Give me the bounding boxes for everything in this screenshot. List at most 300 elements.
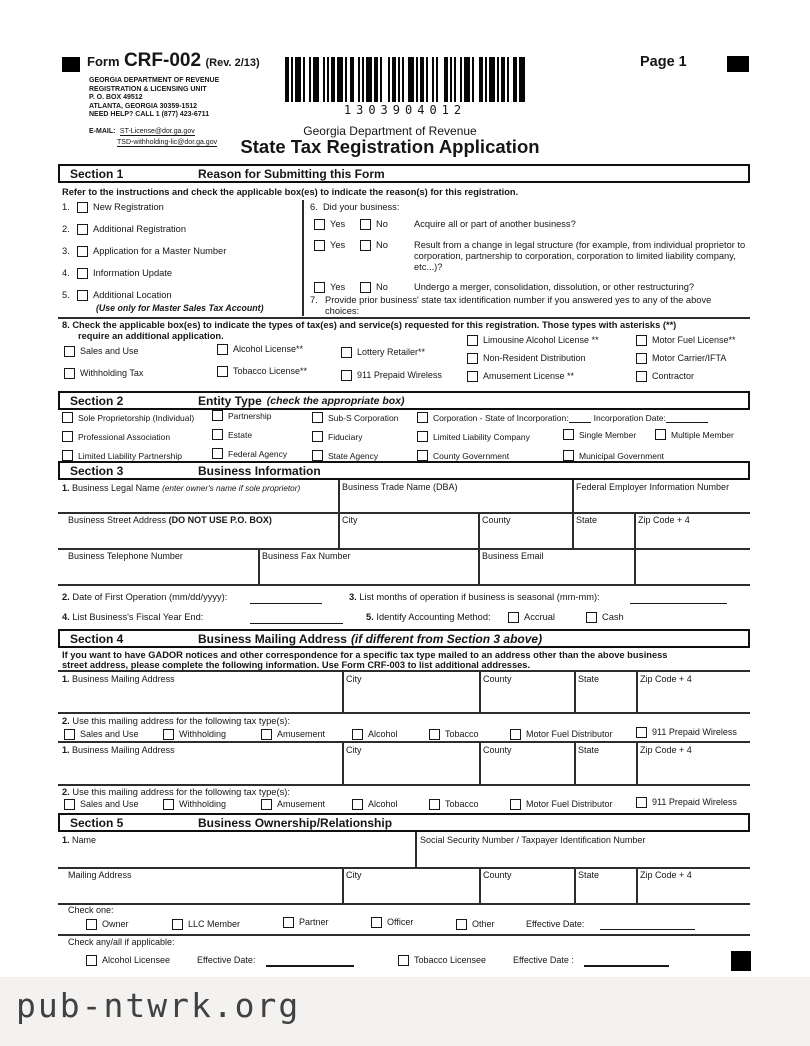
city-field[interactable]: City [346,745,362,755]
entity-county-government[interactable] [417,450,509,461]
zip-field[interactable]: Zip Code + 4 [640,674,692,684]
checkbox[interactable] [341,347,352,358]
dept-line: NEED HELP? CALL 1 (877) 423-6711 [89,111,210,119]
checkbox[interactable] [467,335,478,346]
dept-line: P. O. BOX 49512 [89,94,143,102]
mail-tax-tobacco[interactable] [429,729,479,740]
divider [58,317,750,319]
zip-field[interactable]: Zip Code + 4 [640,745,692,755]
checkbox[interactable] [655,429,666,440]
registration-mark-bottom [731,951,751,971]
form-word: Form [87,54,120,69]
table-line [574,867,576,903]
seasonal-months-label [349,592,600,603]
question8-line1: 8. Check the applicable box(es) to indicate the types of tax(es) and service(s) requested for this registration. Those types with asterisks (**) [62,320,677,330]
tax-type-label: Sales and Use [80,799,139,809]
field-label: Name [72,835,97,845]
agency-address-block [89,77,219,120]
county-field[interactable]: County [483,674,512,684]
table-line [342,867,344,903]
table-line [636,867,638,903]
entity-label: Limited Liability Partnership [78,450,182,461]
item-number: 5. [366,612,374,622]
checkbox[interactable] [563,450,574,461]
checkbox[interactable] [352,799,363,810]
checkbox[interactable] [417,431,428,442]
tax-type-motor-carrier-ifta[interactable] [636,353,726,364]
mail-tax-tobacco[interactable] [429,799,479,810]
checkbox[interactable] [636,797,647,808]
table-line [574,670,576,712]
dept-line: GEORGIA DEPARTMENT OF REVENUE [89,77,220,84]
section2-title: Entity Type [198,393,262,408]
incorporation-date-field[interactable] [666,413,708,423]
section4-title-note: (if different from Section 3 above) [350,631,543,646]
item-number: 2. [62,592,70,602]
checkbox[interactable] [636,335,647,346]
tax-type-label: Amusement [277,729,326,739]
section5-header [58,813,750,832]
tobacco-effective-date-field[interactable] [584,964,669,967]
mail-tax-withholding[interactable] [163,729,226,740]
accounting-method-label [366,612,491,623]
section5-title: Business Ownership/Relationship [198,815,393,830]
section3-header [58,461,750,480]
checkbox[interactable] [312,431,323,442]
reason-label: Additional Location [93,290,172,300]
checkbox[interactable] [341,370,352,381]
table-line [58,903,750,905]
checkbox[interactable] [86,919,97,930]
checkbox[interactable] [467,353,478,364]
question8-line2: require an additional application. [78,331,224,341]
yes-label: Yes [330,240,346,250]
business-email-field[interactable]: Business Email [482,551,544,561]
yes-checkbox[interactable] [314,282,325,293]
checkbox[interactable] [467,371,478,382]
question7-number: 7. [310,295,318,305]
entity-corporation[interactable] [417,412,708,423]
reason-additional-location-note: (Use only for Master Sales Tax Account) [96,303,264,313]
fein-field[interactable]: Federal Employer Information Number [576,482,730,492]
mail-tax-amusement[interactable] [261,729,325,740]
email-label: E-MAIL: [89,128,116,135]
reason-additional-location[interactable] [62,290,172,301]
tax-type-label: 911 Prepaid Wireless [357,370,442,380]
table-line [572,480,574,548]
tax-type-label: Tobacco License** [233,366,308,376]
role-officer[interactable] [371,917,413,928]
question6-item-text: Acquire all or part of another business? [414,219,576,229]
role-label: Partner [299,917,329,927]
entity-multiple-member[interactable] [655,429,734,440]
city-field[interactable]: City [342,515,358,525]
checkbox[interactable] [312,412,323,423]
form-revision: (Rev. 2/13) [205,57,260,69]
business-trade-name-field[interactable]: Business Trade Name (DBA) [342,482,458,492]
checkbox[interactable] [417,450,428,461]
form-number: CRF-002 [123,50,202,71]
county-field[interactable]: County [482,515,511,525]
question7-text: Provide prior business' state tax identification number if you answered yes to any of the above choices: [325,295,712,316]
owner-name-field[interactable] [62,835,96,846]
entity-label: Single Member [579,429,637,440]
checkbox[interactable] [636,353,647,364]
accrual-label: Accrual [524,612,556,622]
item-number: 3. [349,592,357,602]
question6-row-acquire [314,219,746,230]
item-text: List Business's Fiscal Year End: [72,612,204,622]
section2-header [58,391,750,410]
entity-label: Federal Agency [228,448,288,459]
tax-type-lottery-retailer[interactable] [341,347,425,358]
field-label: Business Mailing Address [72,674,175,684]
tax-type-label: Alcohol [368,799,398,809]
question6-row-legal-structure [314,240,746,273]
section4-header [58,629,750,648]
entity-limited-liability-company[interactable] [417,431,530,442]
question6-item-text: Result from a change in legal structure (for example, from individual proprietor to corporation, partnership to corporation, corporation to limited liability company, etc...)? [414,240,746,272]
date-first-operation-label [62,592,227,603]
county-field[interactable]: County [483,870,512,880]
form-title: State Tax Registration Application [240,136,540,157]
checkbox[interactable] [62,450,73,461]
alcohol-licensee[interactable] [86,955,170,966]
field-number: 1. [62,674,70,684]
mail-tax-911-prepaid-wireless[interactable] [636,797,737,808]
entity-label: Multiple Member [671,429,734,440]
tax-type-label: Withholding [179,799,227,809]
entity-state-agency[interactable] [312,450,378,461]
fiscal-year-end-field[interactable] [250,622,343,624]
checkbox[interactable] [212,429,223,440]
checkbox[interactable] [212,410,223,421]
field-number: 1. [62,835,70,845]
yes-label: Yes [330,219,346,229]
tobacco-licensee[interactable] [398,955,486,966]
question6-text: Did your business: [322,202,400,212]
no-checkbox[interactable] [360,240,371,251]
checkbox[interactable] [77,246,88,257]
checkbox[interactable] [371,917,382,928]
tax-type-contractor[interactable] [636,371,694,382]
entity-label: Estate [228,429,253,440]
tax-type-label: Tobacco [445,799,479,809]
checkbox[interactable] [77,290,88,301]
reason-number: 1. [62,202,70,212]
table-line [479,741,481,784]
reason-number: 3. [62,246,70,256]
entity-federal-agency[interactable] [212,448,287,459]
section5-label: Section 5 [70,815,124,830]
entity-partnership[interactable] [212,410,271,421]
role-label: Officer [387,917,414,927]
dept-line: REGISTRATION & LICENSING UNIT [89,85,207,93]
checkbox[interactable] [312,450,323,461]
checkbox[interactable] [64,368,75,379]
business-phone-field[interactable]: Business Telephone Number [68,551,183,561]
table-line [634,512,636,584]
entity-label: Fiduciary [328,431,363,442]
tax-type-tobacco-license[interactable] [217,366,307,377]
checkbox[interactable] [429,799,440,810]
role-label: Other [472,919,495,929]
role-effective-date-field[interactable] [600,928,695,930]
watermark-text: pub-ntwrk.org [16,986,301,1025]
tax-type-label: Alcohol License** [233,344,304,354]
date-first-operation-field[interactable] [250,602,322,604]
entity-label: Sub-S Corporation [328,412,399,423]
section1-column-divider [302,200,304,316]
reason-information-update[interactable] [62,268,172,279]
field-note: (enter owner's name if sole proprietor) [162,484,301,493]
reason-label: Additional Registration [93,224,187,234]
tax-type-label: Non-Resident Distribution [483,353,586,363]
table-line [58,670,750,672]
mail-tax-alcohol[interactable] [352,799,398,810]
tax-type-withholding-tax[interactable] [64,368,143,379]
reason-number: 5. [62,290,70,300]
checkbox[interactable] [283,917,294,928]
checkbox[interactable] [62,412,73,423]
checkbox[interactable] [563,429,574,440]
page-number-label: Page 1 [640,54,687,70]
cash-label: Cash [602,612,624,622]
form-id-line [87,50,260,72]
mail-tax-withholding[interactable] [163,799,226,810]
city-field[interactable]: City [346,674,362,684]
checkbox[interactable] [429,729,440,740]
item-text: Use this mailing address for the following tax type(s): [72,787,290,797]
entity-label: State Agency [328,450,379,461]
tax-type-label: 911 Prepaid Wireless [652,797,737,807]
yes-label: Yes [330,282,346,292]
table-line [58,741,750,743]
checkbox[interactable] [398,955,409,966]
reason-label: Information Update [93,268,173,278]
checkbox[interactable] [64,346,75,357]
entity-municipal-government[interactable] [563,450,664,461]
reason-label: Application for a Master Number [93,246,227,256]
registration-mark-right [727,56,749,72]
mailing-address-field[interactable] [62,674,175,685]
alcohol-effective-date-label: Effective Date: [197,955,256,965]
role-other[interactable] [456,919,495,930]
city-field[interactable]: City [346,870,362,880]
field-number: 1. [62,483,70,493]
table-line [58,784,750,786]
county-field[interactable]: County [483,745,512,755]
tax-type-label: Withholding Tax [80,368,144,378]
tax-type-label: Tobacco [445,729,479,739]
checkbox[interactable] [217,366,228,377]
role-llc-member[interactable] [172,919,240,930]
mail-tax-911-prepaid-wireless[interactable] [636,727,737,738]
table-line [479,867,481,903]
seasonal-months-field[interactable] [630,602,727,604]
entity-single-member[interactable] [563,429,636,440]
item-text: List months of operation if business is seasonal (mm-mm): [359,592,600,602]
entity-professional-association[interactable] [62,431,170,442]
section4-instructions-1: If you want to have GADOR notices and other correspondence for a specific tax type mailed to an address other than the above business [62,650,668,660]
use-mailing-address-label [62,787,290,798]
check-one-label: Check one: [68,905,114,915]
entity-label: County Government [433,450,510,461]
checkbox[interactable] [510,799,521,810]
checkbox[interactable] [508,612,519,623]
email-secondary-link[interactable]: TSD-withholding-lic@dor.ga.gov [117,139,218,146]
role-label: LLC Member [188,919,241,929]
no-label: No [376,219,388,229]
business-street-address-field[interactable] [68,515,272,526]
reason-master-number[interactable] [62,246,226,257]
checkbox[interactable] [62,431,73,442]
licensee-label: Tobacco Licensee [414,955,487,965]
accounting-method-accrual[interactable] [508,612,555,623]
tax-type-label: Motor Fuel Distributor [526,729,613,739]
table-line [342,670,344,712]
role-partner[interactable] [283,917,329,928]
registration-mark-left [62,57,80,72]
yes-checkbox[interactable] [314,219,325,230]
checkbox[interactable] [636,727,647,738]
field-label: Business Legal Name [72,483,160,493]
checkbox[interactable] [77,202,88,213]
no-label: No [376,240,388,250]
ssn-tin-field[interactable]: Social Security Number / Taxpayer Identification Number [420,835,646,845]
incorporation-date-label: Incorporation Date: [593,412,666,423]
role-label: Owner [102,919,129,929]
tax-type-label: Amusement [277,799,326,809]
state-field[interactable]: State [578,674,600,684]
check-all-label: Check any/all if applicable: [68,937,175,947]
checkbox[interactable] [77,224,88,235]
state-field[interactable]: State [576,515,598,525]
state-field[interactable]: State [578,745,600,755]
entity-fiduciary[interactable] [312,431,362,442]
tax-type-limousine-alcohol-license[interactable] [467,335,599,346]
no-checkbox[interactable] [360,282,371,293]
tax-type-sales-and-use[interactable] [64,346,139,357]
tax-type-amusement-license[interactable] [467,371,574,382]
reason-new-registration[interactable] [62,202,164,213]
mailing-address-field[interactable]: Mailing Address [68,870,132,880]
table-line [58,512,750,514]
mail-tax-motor-fuel-distributor[interactable] [510,799,613,810]
checkbox[interactable] [217,344,228,355]
checkbox[interactable] [352,729,363,740]
role-effective-date-label: Effective Date: [526,919,585,929]
tax-type-non-resident-distribution[interactable] [467,353,586,364]
question6-item-text: Undergo a merger, consolidation, dissolution, or other restructuring? [414,282,695,292]
table-line [415,832,417,867]
mail-tax-amusement[interactable] [261,799,325,810]
question6-number: 6. [310,202,318,212]
tax-type-motor-fuel-license[interactable] [636,335,736,346]
checkbox[interactable] [212,448,223,459]
section2-label: Section 2 [70,393,124,408]
accounting-method-cash[interactable] [586,612,624,623]
checkbox[interactable] [64,729,75,740]
checkbox[interactable] [163,729,174,740]
section3-title: Business Information [198,463,321,478]
field-number: 1. [62,745,70,755]
checkbox[interactable] [77,268,88,279]
checkbox[interactable] [417,412,428,423]
tax-type-911-prepaid-wireless[interactable] [341,370,442,381]
field-label: Business Mailing Address [72,745,175,755]
email-primary-link[interactable]: ST-License@dor.ga.gov [119,128,195,135]
entity-limited-liability-partnership[interactable] [62,450,182,461]
section1-title: Reason for Submitting this Form [198,166,385,181]
mailing-address-field[interactable] [62,745,175,756]
mail-tax-sales-and-use[interactable] [64,729,139,740]
checkbox[interactable] [261,799,272,810]
question6-row-merger [314,282,746,293]
mail-tax-sales-and-use[interactable] [64,799,139,810]
checkbox[interactable] [586,612,597,623]
table-line [478,512,480,584]
checkbox[interactable] [510,729,521,740]
question6-label [310,202,399,213]
business-fax-field[interactable]: Business Fax Number [262,551,351,561]
tax-type-label: Amusement License ** [483,371,575,381]
tax-type-alcohol-license[interactable] [217,344,303,355]
entity-sub-s-corporation[interactable] [312,412,398,423]
no-checkbox[interactable] [360,219,371,230]
business-legal-name-field[interactable] [62,483,300,494]
question7 [310,295,752,317]
zip-field[interactable]: Zip Code + 4 [638,515,690,525]
dept-line: ATLANTA, GEORGIA 30359-1512 [89,102,198,110]
checkbox[interactable] [636,371,647,382]
reason-additional-registration[interactable] [62,224,186,235]
role-owner[interactable] [86,919,129,930]
tax-type-label: Lottery Retailer** [357,347,426,357]
barcode-number: 1303904012 [343,103,467,117]
mail-tax-alcohol[interactable] [352,729,398,740]
checkbox[interactable] [261,729,272,740]
state-of-incorporation-field[interactable] [569,413,591,423]
section3-label: Section 3 [70,463,124,478]
table-line [58,548,750,550]
tax-type-label: Sales and Use [80,729,139,739]
checkbox[interactable] [163,799,174,810]
entity-estate[interactable] [212,429,252,440]
yes-checkbox[interactable] [314,240,325,251]
item-number: 2. [62,787,70,797]
fiscal-year-end-label [62,612,203,623]
item-number: 2. [62,716,70,726]
zip-field[interactable]: Zip Code + 4 [640,870,692,880]
tax-type-label: Motor Fuel License** [652,335,736,345]
state-field[interactable]: State [578,870,600,880]
agency-name: Georgia Department of Revenue [303,124,477,138]
section4-title: Business Mailing Address [198,631,347,646]
entity-sole-proprietorship[interactable] [62,412,194,423]
checkbox[interactable] [456,919,467,930]
mail-tax-motor-fuel-distributor[interactable] [510,729,613,740]
checkbox[interactable] [86,955,97,966]
divider [58,934,750,936]
checkbox[interactable] [172,919,183,930]
no-label: No [376,282,388,292]
alcohol-effective-date-field[interactable] [266,964,354,967]
item-text: Identify Accounting Method: [376,612,491,622]
section1-label: Section 1 [70,166,124,181]
checkbox[interactable] [64,799,75,810]
table-line [479,670,481,712]
